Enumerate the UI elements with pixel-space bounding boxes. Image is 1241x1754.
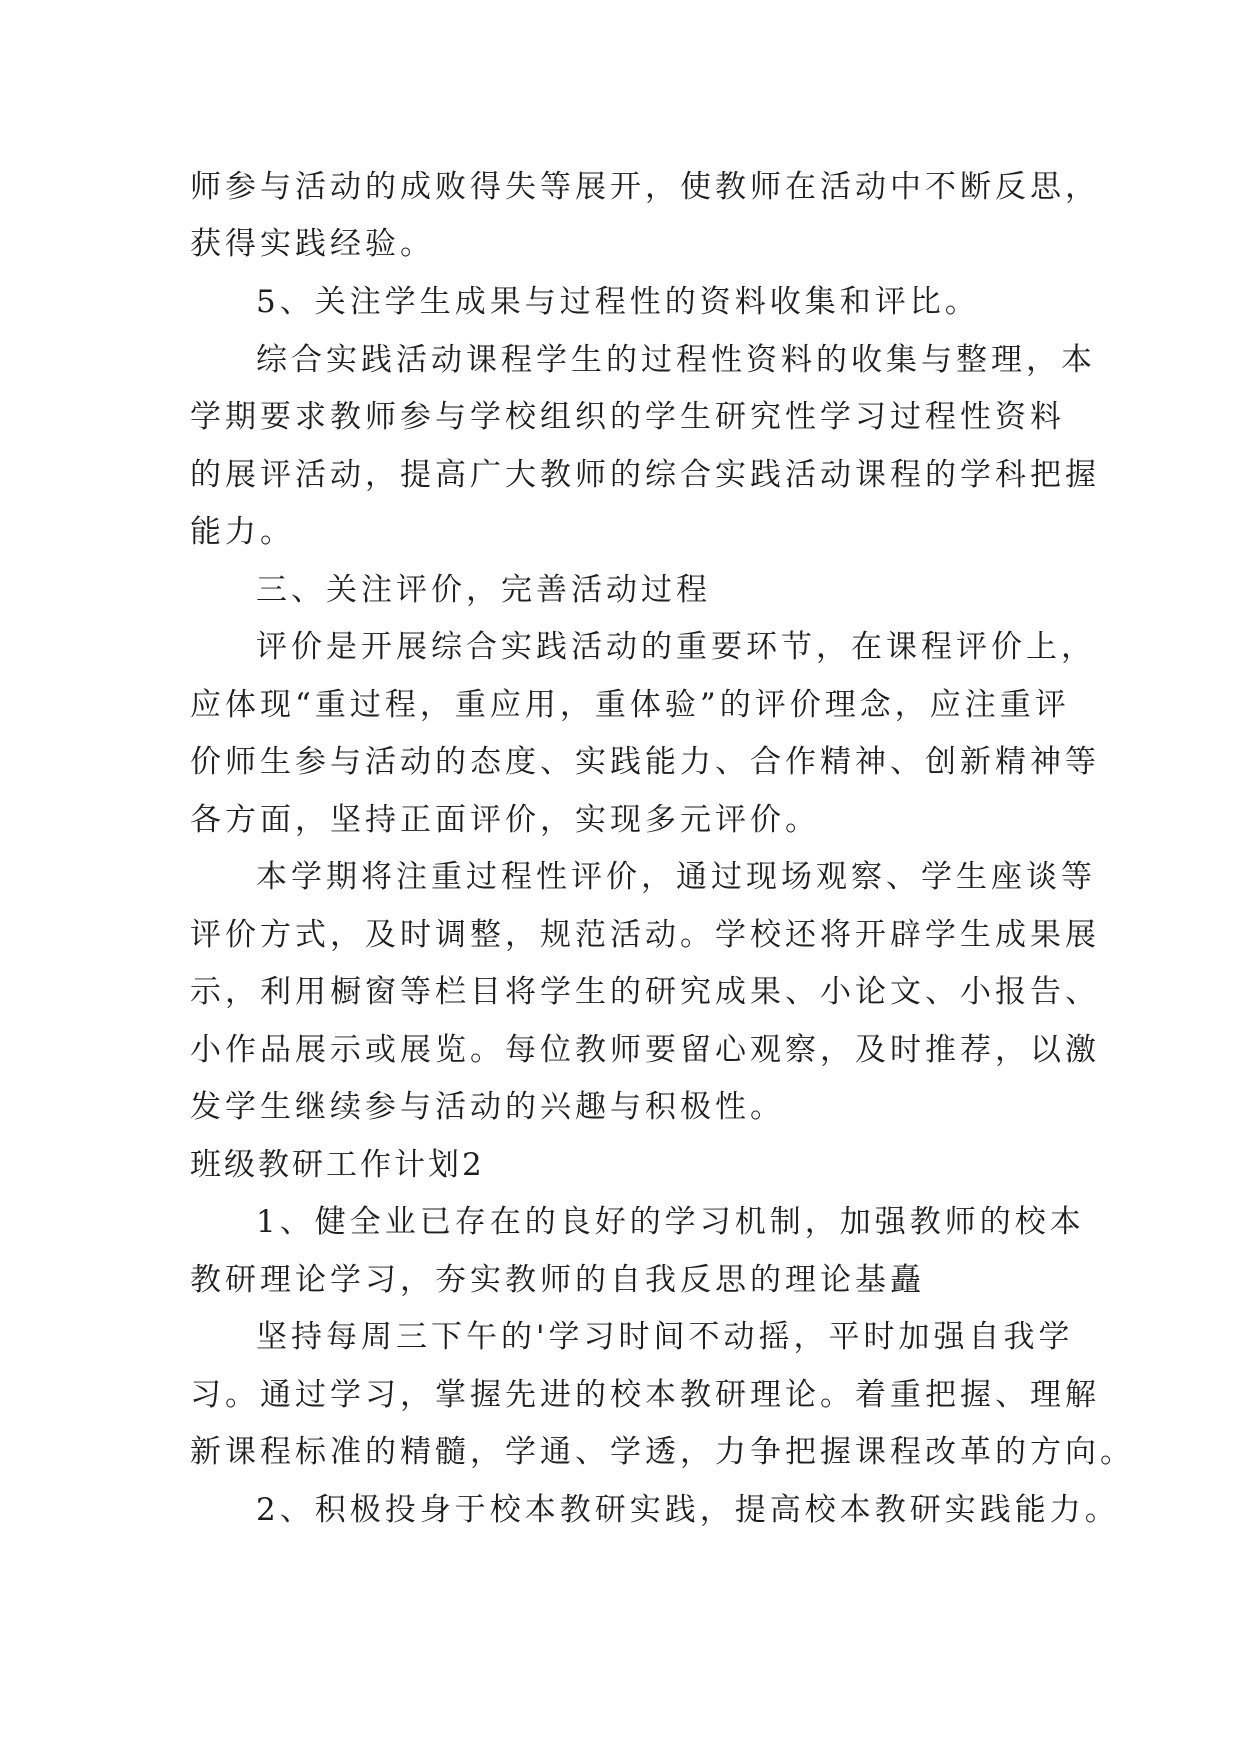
paragraph-line: 发学生继续参与活动的兴趣与积极性。 [190, 1089, 785, 1125]
paragraph-line: 新课程标准的精髓，学通、学透，力争把握课程改革的方向。 [190, 1434, 1135, 1470]
paragraph-line: 获得实践经验。 [190, 226, 435, 262]
paragraph-line: 学期要求教师参与学校组织的学生研究性学习过程性资料 [190, 399, 1065, 435]
list-item-1: 1、健全业已存在的良好的学习机制，加强教师的校本 [256, 1204, 1085, 1240]
paragraph-line: 应体现“重过程，重应用，重体验”的评价理念，应注重评 [190, 687, 1070, 723]
paragraph-line: 习。通过学习，掌握先进的校本教研理论。着重把握、理解 [190, 1377, 1100, 1413]
paragraph-line: 评价方式，及时调整，规范活动。学校还将开辟学生成果展 [190, 917, 1100, 953]
paragraph-line: 教研理论学习，夯实教师的自我反思的理论基矗 [190, 1262, 925, 1298]
paragraph-line: 综合实践活动课程学生的过程性资料的收集与整理，本 [256, 342, 1096, 378]
paragraph-line: 本学期将注重过程性评价，通过现场观察、学生座谈等 [256, 859, 1096, 895]
paragraph-line: 各方面，坚持正面评价，实现多元评价。 [190, 802, 820, 838]
paragraph-line: 能力。 [190, 514, 295, 550]
paragraph-line: 的展评活动，提高广大教师的综合实践活动课程的学科把握 [190, 457, 1100, 493]
document-title: 班级教研工作计划2 [190, 1147, 485, 1183]
paragraph-line: 评价是开展综合实践活动的重要环节，在课程评价上， [256, 629, 1096, 665]
section-heading: 三、关注评价，完善活动过程 [256, 572, 711, 608]
list-item-2: 2、积极投身于校本教研实践，提高校本教研实践能力。 [256, 1492, 1120, 1528]
paragraph-line: 价师生参与活动的态度、实践能力、合作精神、创新精神等 [190, 744, 1100, 780]
paragraph-line: 师参与活动的成败得失等展开，使教师在活动中不断反思， [190, 169, 1100, 205]
list-item-5: 5、关注学生成果与过程性的资料收集和评比。 [256, 284, 980, 320]
paragraph-line: 示，利用橱窗等栏目将学生的研究成果、小论文、小报告、 [190, 974, 1100, 1010]
paragraph-line: 小作品展示或展览。每位教师要留心观察，及时推荐，以激 [190, 1032, 1100, 1068]
paragraph-line: 坚持每周三下午的'学习时间不动摇，平时加强自我学 [256, 1319, 1074, 1355]
